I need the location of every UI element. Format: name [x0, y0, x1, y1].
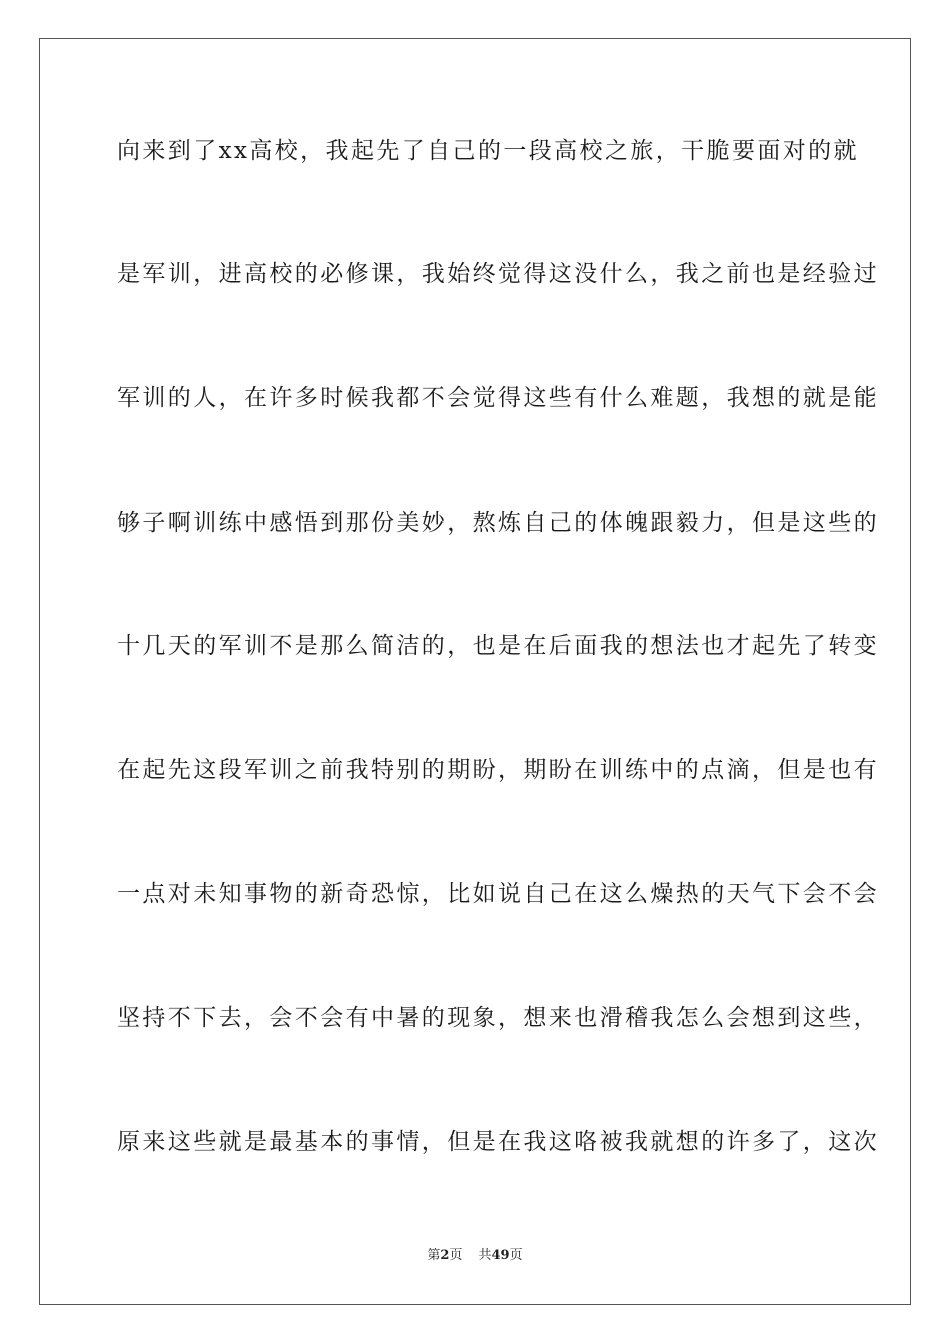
body-text-line: 向来到了xx高校，我起先了自己的一段高校之旅，干脆要面对的就	[117, 138, 859, 164]
page-footer	[0, 1247, 950, 1265]
total-pages: 49	[491, 1248, 510, 1263]
body-text-line: 够子啊训练中感悟到那份美妙，熬炼自己的体魄跟毅力，但是这些的	[117, 510, 879, 536]
body-text-line: 原来这些就是最基本的事情，但是在我这咯被我就想的许多了，这次	[117, 1129, 879, 1155]
total-prefix: 共	[478, 1248, 492, 1263]
total-suffix: 页	[509, 1248, 523, 1263]
body-text-line: 是军训，进高校的必修课，我始终觉得这没什么，我之前也是经验过	[117, 261, 879, 287]
page-border	[39, 38, 911, 1305]
page-suffix: 页	[449, 1248, 463, 1263]
page-number: 2	[440, 1248, 450, 1263]
body-text-line: 一点对未知事物的新奇恐惊，比如说自己在这么燥热的天气下会不会	[117, 881, 879, 907]
body-text-line: 十几天的军训不是那么简洁的，也是在后面我的想法也才起先了转变	[117, 633, 879, 659]
page-prefix: 第	[427, 1248, 441, 1263]
body-text-line: 坚持不下去，会不会有中暑的现象，想来也滑稽我怎么会想到这些，	[117, 1005, 879, 1031]
body-text-line: 军训的人，在许多时候我都不会觉得这些有什么难题，我想的就是能	[117, 385, 879, 411]
body-text-line: 在起先这段军训之前我特别的期盼，期盼在训练中的点滴，但是也有	[117, 757, 879, 783]
